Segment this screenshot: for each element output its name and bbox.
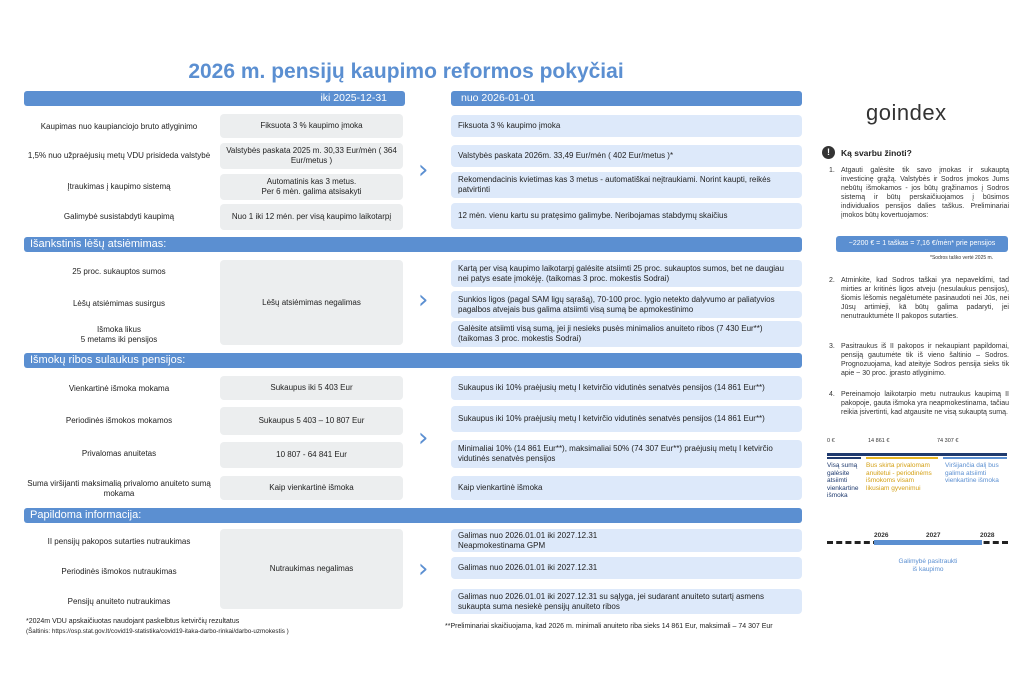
chevron-right-icon: ›: [418, 285, 429, 315]
section-title-payout-limits: Išmokų ribos sulaukus pensijos:: [24, 353, 802, 368]
scale-tick: 74 307 €: [937, 438, 959, 444]
row-label: Periodinės išmokos nutraukimas: [61, 567, 177, 576]
new-value: Galėsite atsiimti visą sumą, jei ji nesieks pusės minimalios anuiteto ribos (7 430 Eur**) (taikomas 3 proc. mokestis Sodrai): [451, 321, 802, 347]
row-label: Privalomas anuitetas: [81, 449, 157, 458]
new-value: Galimas nuo 2026.01.01 iki 2027.12.31: [451, 557, 802, 579]
scale-segment-2: [866, 457, 938, 459]
scale-bar: [827, 453, 1007, 456]
note-point: 1. Atgauti galėsite tik savo įmokas ir sukauptą investicinę grąžą. Valstybės ir Sodros įmokos Jums nebūtų išmokamos - jos būtų grąžinamos į Sodros sistemą ir būtų perskaičiuojamos į būsimos individualios pensijos dalies taškus. Preliminariai įmokos būtų kovertuojamos:: [829, 167, 1009, 219]
row-label: 25 proc. sukauptos sumos: [72, 267, 166, 276]
exclamation-icon: !: [822, 146, 835, 159]
new-value: Sunkios ligos (pagal SAM ligų sąrašą), 70-100 proc. lygio netekto dalyvumo ar paliatyvios pagalbos atvejais bus galima atsiimti visą sumą be apmokestinimo: [451, 291, 802, 318]
row-label: 1,5% nuo užpraėjusių metų VDU prisideda valstybė: [27, 151, 211, 160]
row-label: Lėšų atsiėmimas susirgus: [72, 299, 166, 308]
section-title-additional-info: Papildoma informacija:: [24, 508, 802, 523]
timeline-year: 2027: [926, 532, 941, 539]
header-after: nuo 2026-01-01: [451, 91, 802, 106]
footnote-annuity: **Preliminariai skaičiuojama, kad 2026 m. minimali anuiteto riba sieks 14 861 Eur, maksimali – 74 307 Eur: [445, 623, 773, 630]
footnote-source: (Šaltinis: https://osp.stat.gov.lt/covid19-statistika/covid19-itaka-darbo-rinkai/darbo-uzmokestis ): [26, 628, 289, 635]
new-value: Minimaliai 10% (14 861 Eur**), maksimaliai 50% (74 307 Eur**) praėjusių metų I ketvirčio vidutinės senatvės pensijos: [451, 440, 802, 468]
scale-segment-1: [827, 457, 861, 459]
new-value: Valstybės paskata 2026m. 33,49 Eur/mėn ( 402 Eur/metus )*: [451, 145, 802, 167]
chevron-right-icon: ›: [418, 423, 429, 453]
new-value: Fiksuota 3 % kaupimo įmoka: [451, 115, 802, 137]
old-value: Nuo 1 iki 12 mėn. per visą kaupimo laikotarpį: [220, 204, 403, 230]
new-value: Sukaupus iki 10% praėjusių metų I ketvirčio vidutinės senatvės pensijos (14 861 Eur**): [451, 376, 802, 400]
row-label: Periodinės išmokos mokamos: [65, 416, 173, 425]
old-value: Nutraukimas negalimas: [220, 529, 403, 609]
old-value: 10 807 - 64 841 Eur: [220, 442, 403, 468]
scale-label: Viršijančia dalį bus galima atsiimti vienkartine išmoka: [945, 462, 999, 484]
note-title: Ką svarbu žinoti?: [841, 147, 912, 158]
scale-label: Bus skirta privalomam anuitetui - periodinėms išmokoms visam likusiam gyvenimui: [866, 462, 932, 492]
old-value: Sukaupus iki 5 403 Eur: [220, 376, 403, 400]
new-value: Galimas nuo 2026.01.01 iki 2027.12.31 Neapmokestinama GPM: [451, 529, 802, 552]
timeline-year: 2026: [874, 532, 889, 539]
page-title: 2026 m. pensijų kaupimo reformos pokyčiai: [188, 60, 624, 83]
row-label: Galimybė susistabdyti kaupimą: [63, 212, 175, 221]
footnote-vdu: *2024m VDU apskaičiuotas naudojant paskelbtus ketvirčių rezultatus: [26, 618, 240, 625]
timeline-caption: Galimybė pasitraukti iš kaupimo: [898, 558, 958, 573]
row-label: Įtraukimas į kaupimo sistemą: [67, 182, 171, 191]
header-before: iki 2025-12-31: [24, 91, 405, 106]
scale-label: Visą sumą galėsite atsiimti vienkartine išmoka: [827, 462, 859, 499]
row-label: Suma viršijanti maksimalią privalomo anuiteto sumą mokama: [27, 479, 211, 498]
old-value: Automatinis kas 3 metus. Per 6 mėn. galima atsisakyti: [220, 174, 403, 200]
conversion-pill: ~2200 € = 1 taškas = 7,16 €/mėn* prie pensijos: [836, 236, 1008, 252]
row-label: Kaupimas nuo kaupianciojo bruto atlyginimo: [40, 122, 198, 131]
scale-segment-3: [943, 457, 1007, 459]
new-value: Kartą per visą kaupimo laikotarpį galėsite atsiimti 25 proc. sukauptos sumos, bet ne daugiau nei patys esate įmokėję. (taikomas 3 proc. mokestis Sodrai): [451, 260, 802, 287]
scale-tick: 0 €: [827, 438, 835, 444]
goindex-logo: goindex: [866, 100, 947, 125]
timeline-year: 2028: [980, 532, 995, 539]
old-value: Fiksuota 3 % kaupimo įmoka: [220, 114, 403, 138]
row-label: Pensijų anuiteto nutraukimas: [67, 597, 171, 606]
note-point: 2. Atminkite, kad Sodros taškai yra nepaveldimi, tad mirties ar kritinės ligos atveju (nesulaukus pensijos), šiomis lėšomis negalėtumėte pasinaudoti nei Jūs, nei Jūsų artimieji, kā būtų galima padaryti, jei nenutrauktumėte II pakopos sutarties.: [829, 277, 1009, 320]
important-note-header: [822, 146, 1012, 159]
timeline-highlight: [874, 540, 982, 545]
chevron-right-icon: ›: [418, 155, 429, 185]
row-label: II pensijų pakopos sutarties nutraukimas: [47, 537, 191, 546]
chevron-right-icon: ›: [418, 554, 429, 584]
note-point: 3. Pasitraukus iš II pakopos ir nekaupiant papildomai, pensiją gautumėte tik iš vieno šaltinio – Sodros. Prognozuojama, kad ateityje Sodros pensija sieks tik apie ~ 30 proc. įprasto atlyginimo.: [829, 343, 1009, 377]
new-value: Kaip vienkartinė išmoka: [451, 476, 802, 500]
old-value: Lėšų atsiėmimas negalimas: [220, 260, 403, 345]
section-title-early-withdrawal: Išankstinis lėšų atsiėmimas:: [24, 237, 802, 252]
new-value: Galimas nuo 2026.01.01 iki 2027.12.31 su sąlyga, jei sudarant anuiteto sutartį asmens sukaupta suma nesiekė pensijų anuiteto ribos: [451, 589, 802, 614]
old-value: Kaip vienkartinė išmoka: [220, 476, 403, 500]
new-value: 12 mėn. vienu kartu su pratęsimo galimybe. Neribojamas stabdymų skaičius: [451, 203, 802, 229]
pill-footnote: *Sodros taško vertė 2025 m.: [930, 255, 994, 261]
row-label: Išmoka likus 5 metams iki pensijos: [80, 325, 158, 344]
scale-tick: 14 861 €: [868, 438, 890, 444]
row-label: Vienkartinė išmoka mokama: [68, 384, 170, 393]
old-value: Sukaupus 5 403 – 10 807 Eur: [220, 407, 403, 435]
new-value: Sukaupus iki 10% praėjusių metų I ketvirčio vidutinės senatvės pensijos (14 861 Eur**): [451, 406, 802, 432]
old-value: Valstybės paskata 2025 m. 30,33 Eur/mėn ( 364 Eur/metus ): [220, 143, 403, 169]
new-value: Rekomendacinis kvietimas kas 3 metus - automatiškai neįtraukiami. Norint kaupti, reikės patvirtinti: [451, 172, 802, 198]
note-point: 4. Pereinamojo laikotarpio metu nutraukus kaupimą II pakopoje, gauta išmoka yra neapmokestinama, tačiau reikia įsivertinti, kad atgausite ne visą sukauptą sumą.: [829, 391, 1009, 416]
